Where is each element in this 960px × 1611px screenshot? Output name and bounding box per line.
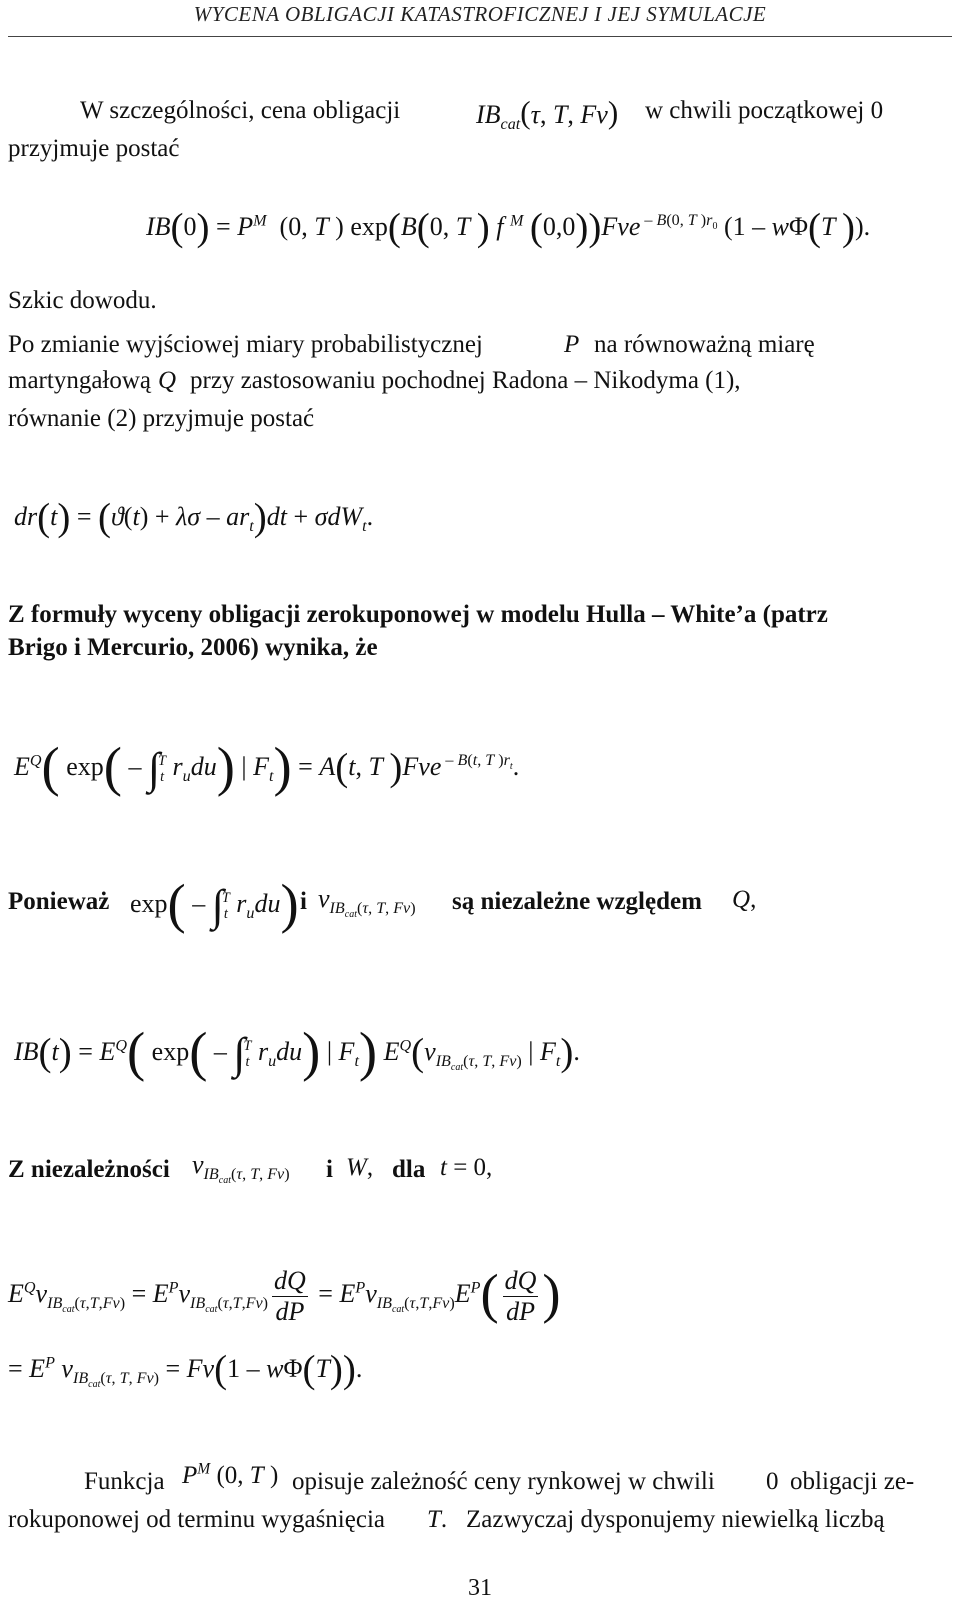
equation-expectation-1: $E^Qv_{IB_{cat}(\tau,T,Fv)} = E^Pv_{IB_{cat}(\tau,T,Fv)}$ $\frac{dQ}{dP}$ = $E^Pv_{IB_{cat}(\tau,T,Fv)}E^P$( $\frac{dQ}{dP}$ ) <box>8 1263 561 1326</box>
because-integral: $\exp( - \int_t^T$ $r_udu$) <box>130 873 299 934</box>
equation-zcb-expectation: $E^Q$( $\exp( - \int_t^T$ $r_udu$) | $F_t) = A(t$, T )Fve $^{- B(t, T )r_t}$. <box>14 736 520 797</box>
independence-label: Z niezależności <box>8 1156 170 1183</box>
measure-change-text-3: martyngałową <box>8 367 152 394</box>
header-rule <box>8 36 952 37</box>
funkcja-text-3: obligacji ze- <box>790 1468 915 1495</box>
intro-text-2: w chwili początkowej 0 <box>645 97 884 124</box>
zcb-formula-text-2: Brigo i Mercurio, 2006) wynika, że <box>8 634 378 661</box>
equation-sde: $dr(t) = (ϑ(t) + \lambda\sigma - ar_t)dt + \sigma dW_t$. <box>14 496 374 539</box>
measure-change-text-1: Po zmianie wyjściowej miary probabilistycznej <box>8 331 483 358</box>
funkcja-text-1: Funkcja <box>84 1468 165 1495</box>
zero-symbol: 0 <box>766 1468 779 1495</box>
funkcja-text-4: rokuponowej od terminu wygaśnięcia <box>8 1506 385 1533</box>
funkcja-text-5: Zazwyczaj dysponujemy niewielką liczbą <box>466 1506 885 1533</box>
running-header: WYCENA OBLIGACJI KATASTROFICZNEJ I JEJ SYMULACJE <box>193 2 767 26</box>
dla-label: dla <box>392 1156 426 1183</box>
measure-p-symbol: P <box>564 331 580 358</box>
measure-change-text-4: przy zastosowaniu pochodnej Radona – Nikodyma (1), <box>190 367 741 394</box>
independent-text: są niezależne względem <box>452 888 702 915</box>
page-number: 31 <box>468 1575 492 1601</box>
funkcja-text-2: opisuje zależność ceny rynkowej w chwili <box>292 1468 715 1495</box>
because-label: Ponieważ <box>8 888 110 915</box>
equation-expectation-2: = $E^P$ $v_{IB_{cat}(\tau, T, Fv)} = Fv(1 - w\Phi(T))$. <box>8 1348 363 1391</box>
equation-ib0: $IB(0) = P^M$ (0, T ) exp(B(0, T ) f $^M$ (0,0))Fve $^{- B(0, T )r_0}$ (1 – wΦ(T )). <box>146 206 871 249</box>
intro-text-3: przyjmuje postać <box>8 135 180 162</box>
equation-ib-t: $IB(t) = E^Q$( $\exp( - \int_t^T$ $r_udu$) | $F_t$) $E^Q(v_{IB_{cat}(\tau, T, Fv)}$ | $F_t$). <box>14 1021 580 1082</box>
and-label-2: i <box>326 1156 333 1183</box>
proof-sketch-label: Szkic dowodu. <box>8 287 157 314</box>
w-symbol: W, <box>346 1154 374 1181</box>
measure-change-text-2: na równoważną miarę <box>594 331 815 358</box>
independent-q-symbol: Q, <box>732 886 757 913</box>
and-label-1: i <box>300 888 307 915</box>
zcb-formula-text-1: Z formuły wyceny obligacji zerokuponowej w modelu Hulla – White’a (patrz <box>8 601 828 628</box>
pm-symbol: $P^M$ (0, T ) <box>182 1460 279 1489</box>
bond-price-symbol: $IB_{cat}(\tau$, T, Fv) <box>476 95 619 134</box>
v-symbol-2: $v_{IB_{cat}(\tau, T, Fv)}$ <box>192 1150 290 1187</box>
t-symbol: T. <box>427 1506 448 1533</box>
intro-text-1: W szczególności, cena obligacji <box>80 97 401 124</box>
t-equals-zero: t = 0, <box>440 1154 493 1181</box>
measure-q-symbol: Q <box>158 367 177 394</box>
measure-change-text-5: równanie (2) przyjmuje postać <box>8 405 315 432</box>
v-symbol-1: $v_{IB_{cat}(\tau, T, Fv)}$ <box>318 884 416 921</box>
